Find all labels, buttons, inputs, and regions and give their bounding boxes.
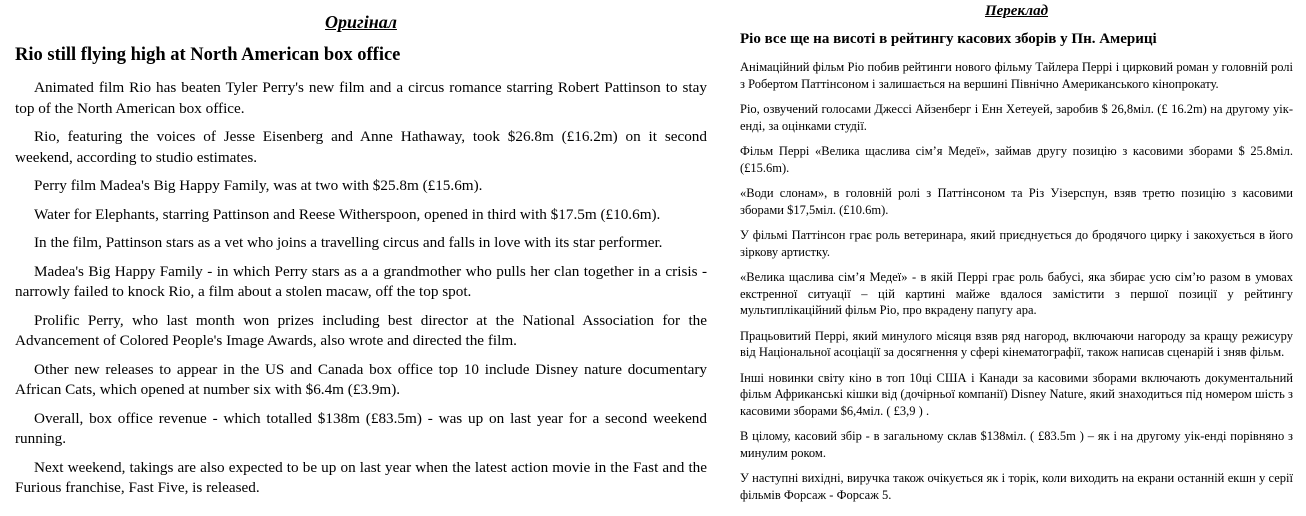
translation-paragraphs	[740, 59, 1293, 503]
translation-paragraph: Фільм Перрі «Велика щаслива сім’я Медеї», займав другу позицію з касовими зборами $ 25.8мiл. (£15.6m).	[740, 144, 1293, 175]
translation-paragraph: У фільмі Паттінсон грає роль ветеринара, який приєднується до бродячого цирку і закохується в його зіркову артистку.	[740, 228, 1293, 259]
original-paragraph: In the film, Pattinson stars as a vet who joins a travelling circus and falls in love with its star performer.	[34, 234, 663, 251]
translation-column	[740, 0, 1293, 516]
translation-paragraph: Працьовитий Перрі, який минулого місяця взяв ряд нагород, включаючи нагороду за кращу режисуру від Національної асоціації за досягнення у сфері кінематографії, також написав сценарій і зняв фільм.	[740, 328, 1293, 359]
original-paragraph: Next weekend, takings are also expected to be up on last year when the latest action movie in the Fast and the Furious franchise, Fast Five, is released.	[15, 458, 707, 496]
translation-paragraph: Анімаційний фільм Ріо побив рейтинги нового фільму Тайлера Перрі і цирковий роман у головній ролі з Робертом Паттінсоном і залишається на вершині Північно Американського кінопрокату.	[740, 60, 1293, 91]
translation-paragraph: Інші новинки світу кіно в топ 10ці США і Канади за касовими зборами включають документальний фільм Африканські кішки від (дочірньої компанії) Disney Nature, який знаходиться під номером шість з касовими зборами $6,4мiл. ( £3,9 ) .	[740, 370, 1293, 418]
original-paragraph: Animated film Rio has beaten Tyler Perry's new film and a circus romance starring Robert Pattinson to stay top of the North American box office.	[15, 79, 707, 117]
translation-heading: Переклад	[984, 3, 1049, 19]
original-column	[15, 0, 707, 516]
original-paragraph: Water for Elephants, starring Pattinson and Reese Witherspoon, opened in third with $17.5m (£10.6m).	[34, 205, 661, 223]
original-paragraph: Overall, box office revenue - which totalled $138m (£83.5m) - was up on last year for a second weekend running.	[15, 409, 707, 447]
original-article-title: Rio still flying high at North American box office	[15, 45, 401, 65]
original-paragraph: Perry film Madea's Big Happy Family, was at two with $25.8m (£15.6m).	[34, 177, 483, 194]
original-paragraph: Prolific Perry, who last month won prizes including best director at the National Association for the Advancement of Colored People's Image Awards, also wrote and directed the film.	[15, 311, 707, 349]
original-paragraph: Rio, featuring the voices of Jesse Eisenberg and Anne Hathaway, took $26.8m (£16.2m) on it second weekend, according to studio estimates.	[15, 128, 707, 166]
translation-paragraph: «Води слонам», в головній ролі з Паттінсоном та Різ Уізерспун, взяв третю позицію з касовими зборами $17,5мiл. (£10.6m).	[740, 186, 1293, 217]
original-paragraph: Madea's Big Happy Family - in which Perry stars as a a grandmother who pulls her clan together in a crisis - narrowly failed to knock Rio, a film about a stolen macaw, off the top spot.	[15, 262, 707, 300]
translation-paragraph: Ріо, озвучений голосами Джессі Айзенберг і Енн Хетеуей, заробив $ 26,8мiл. (£ 16.2m) на другому уік-енді, за оцінками студії.	[740, 102, 1293, 133]
original-heading: Оригінал	[325, 12, 397, 32]
translation-article-title: Ріо все ще на висоті в рейтингу касових зборів у Пн. Америці	[740, 31, 1157, 47]
translation-paragraph: В цілому, касовий збір - в загальному склав $138мiл. ( £83.5m ) – як і на другому уік-енді порівняно з минулим роком.	[740, 429, 1293, 460]
original-paragraphs	[15, 78, 707, 499]
original-paragraph: Other new releases to appear in the US and Canada box office top 10 include Disney nature documentary African Cats, which opened at number six with $6.4m (£3.9m).	[15, 360, 707, 398]
translation-paragraph: У наступні вихідні, виручка також очікується як і торік, коли виходить на екрани останній екшн у серії фільмів Форсаж - Форсаж 5.	[740, 471, 1293, 502]
translation-paragraph: «Велика щаслива сім’я Медеї» - в якій Перрі грає роль бабусі, яка збирає усю сім’ю разом в умовах екстренної ситуації – цій картині майже вдалося замістити з першої позиції у рейтингу мультиплікаційний фільм Ріо, про вкрадену папугу ара.	[740, 270, 1293, 317]
